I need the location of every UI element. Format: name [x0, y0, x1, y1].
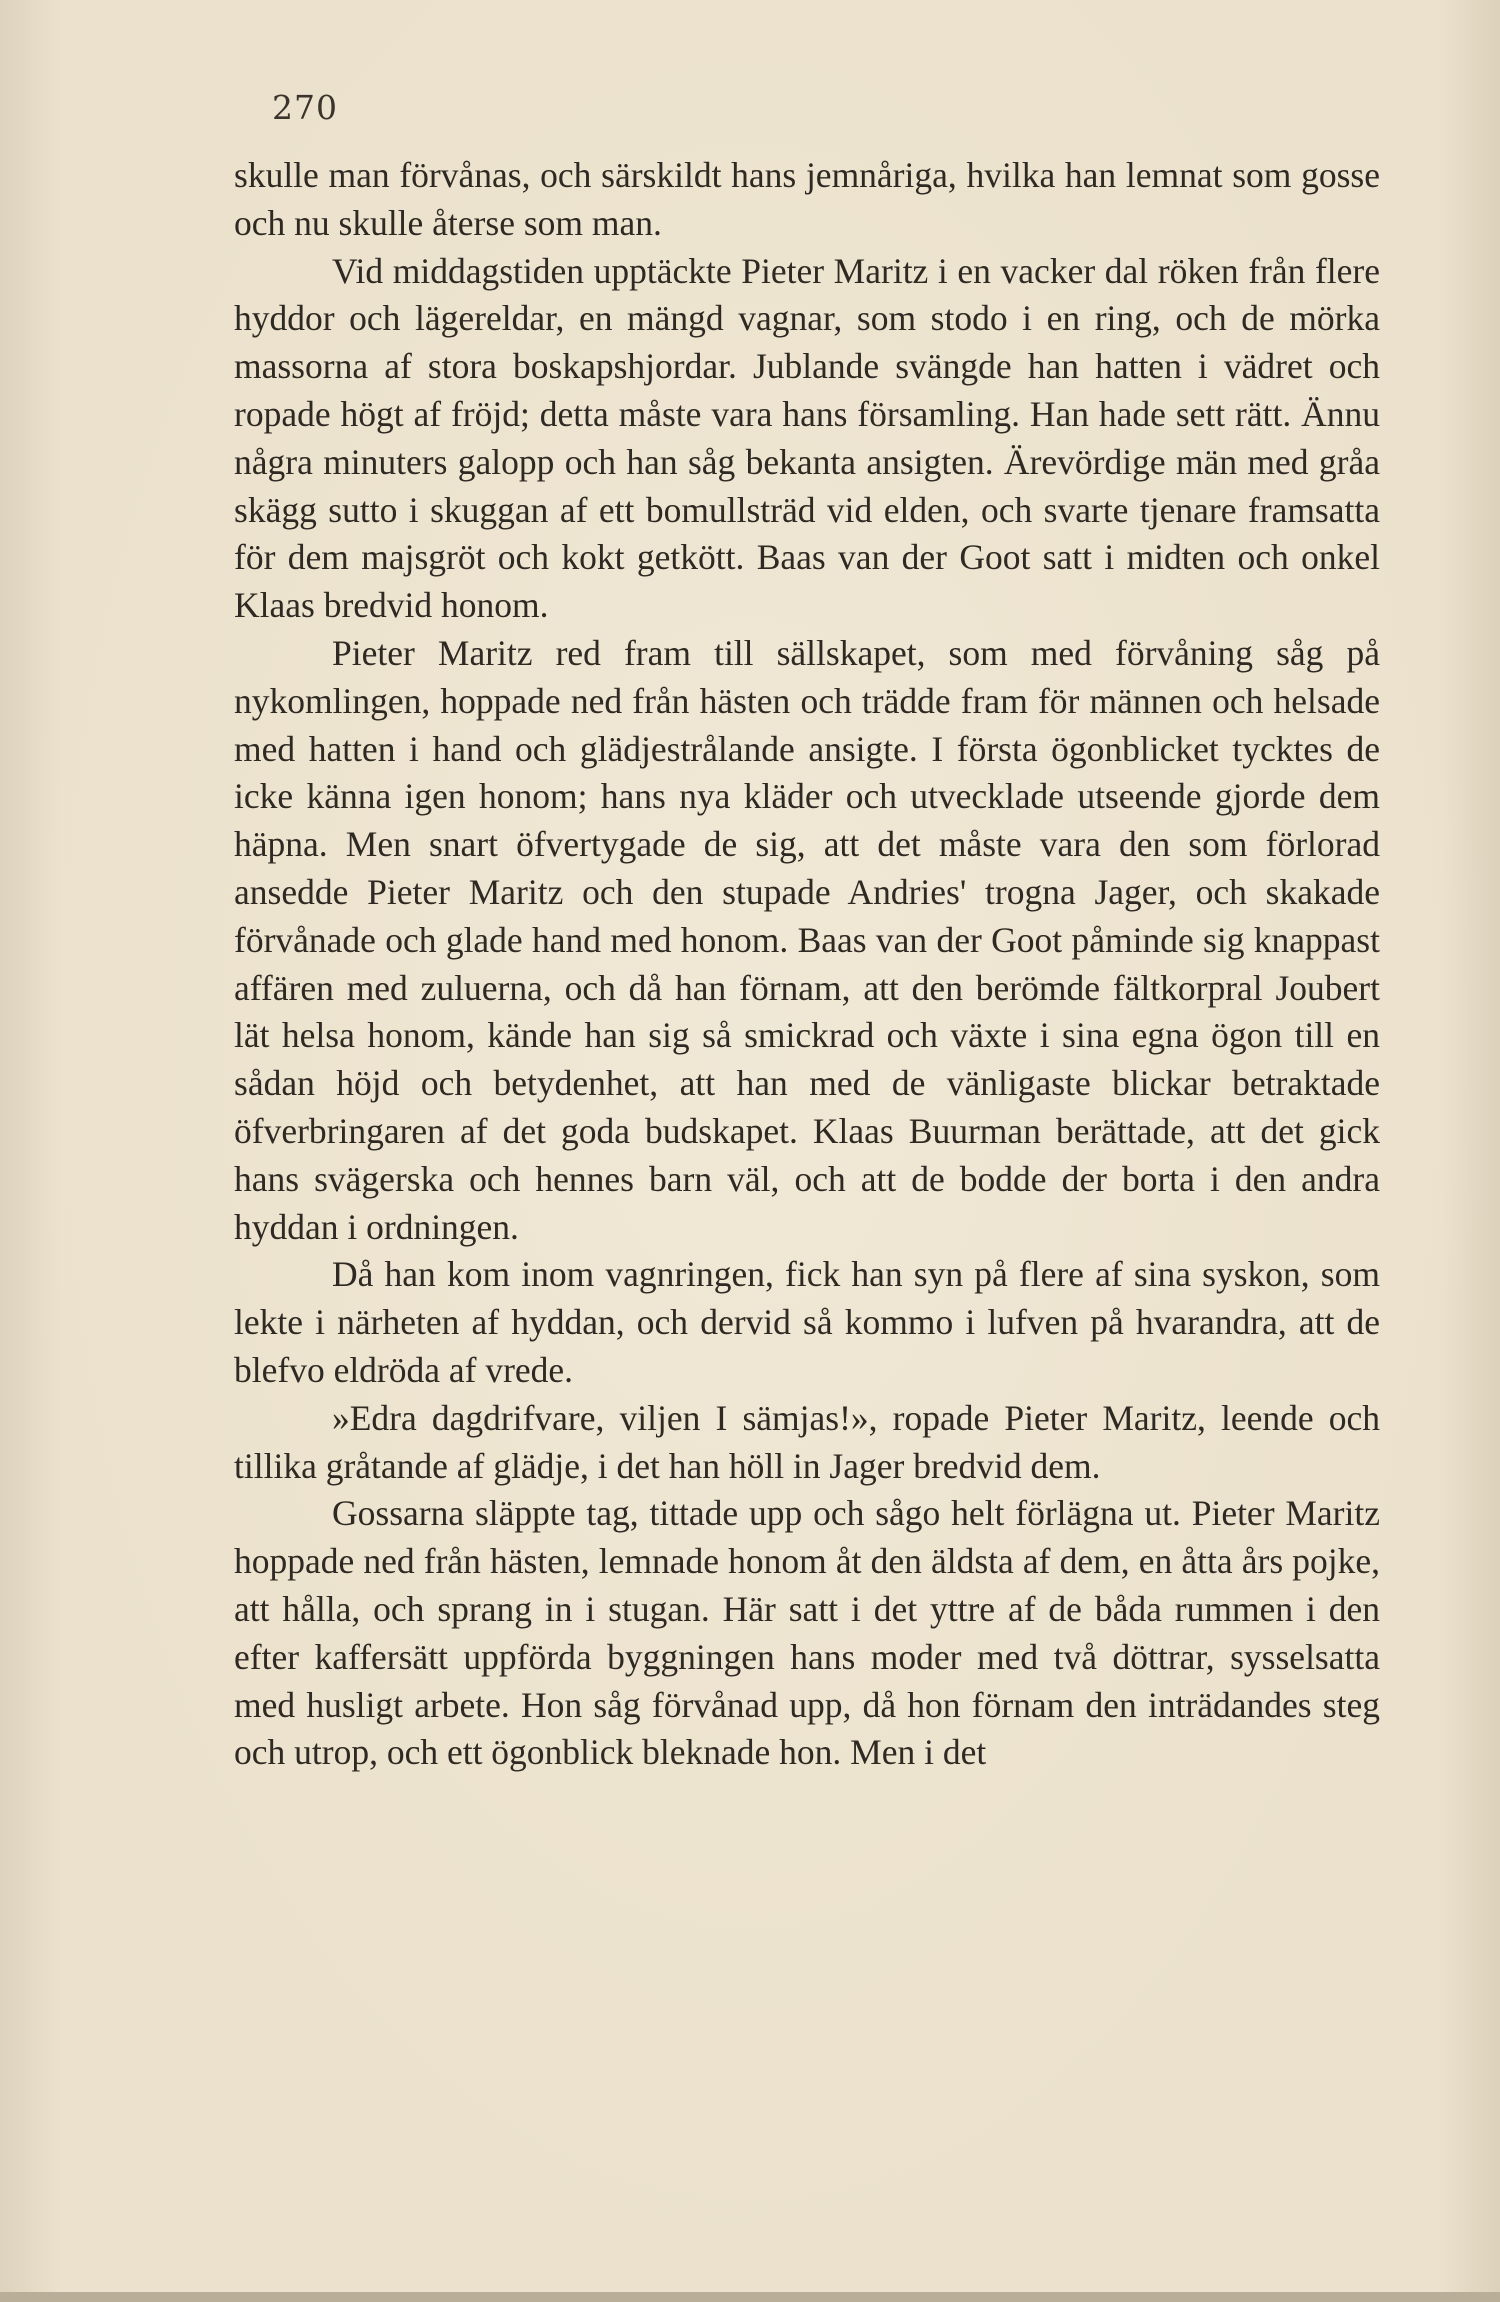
- page-bottom-edge: [0, 2292, 1500, 2302]
- paragraph-3: Pieter Maritz red fram till sällskapet, som med förvåning såg på nykomlingen, hoppade ned från hästen och trädde fram för männen och helsade med hatten i hand och glädjestrålande ansigte. I första ögonblicket tycktes de icke känna igen honom; hans nya kläder och utvecklade utseende gjorde dem häpna. Men snart öfvertygade de sig, att det måste vara den som förlorad ansedde Pieter Maritz och den stupade Andries' trogna Jager, och skakade förvånade och glade hand med honom. Baas van der Goot påminde sig knappast affären med zuluerna, och då han förnam, att den berömde fältkorpral Joubert lät helsa honom, kände han sig så smickrad och växte i sina egna ögon till en sådan höjd och betydenhet, att han med de vänligaste blickar betraktade öfverbringaren af det goda budskapet. Klaas Buurman berättade, att det gick hans svägerska och hennes barn väl, och att de bodde der borta i den andra hyddan i ordningen.: [234, 632, 1380, 1247]
- paragraph-6: Gossarna släppte tag, tittade upp och sågo helt förlägna ut. Pieter Maritz hoppade ned från hästen, lemnade honom åt den äldsta af dem, en åtta års pojke, att hålla, och sprang in i stugan. Här satt i det yttre af de båda rummen i den efter kaffersätt uppförda byggningen hans moder med två döttrar, sysselsatta med husligt arbete. Hon såg förvånad upp, då hon förnam den inträdandes steg och utrop, och ett ögonblick bleknade hon. Men i det: [234, 1493, 1380, 1773]
- paragraph-5: »Edra dagdrifvare, viljen I sämjas!», ropade Pieter Maritz, leende och tillika gråtande af glädje, i det han höll in Jager bredvid dem.: [234, 1397, 1380, 1486]
- body-text: [234, 152, 1380, 1777]
- page-number: 270: [272, 88, 338, 127]
- paragraph-4: Då han kom inom vagnringen, fick han syn på flere af sina syskon, som lekte i närheten af hyddan, och dervid så kommo i lufven på hvarandra, att de blefvo eldröda af vrede.: [234, 1254, 1380, 1390]
- paragraph-2: Vid middagstiden upptäckte Pieter Maritz i en vacker dal röken från flere hyddor och lägereldar, en mängd vagnar, som stodo i en ring, och de mörka massorna af stora boskapshjordar. Jublande svängde han hatten i vädret och ropade högt af fröjd; detta måste vara hans församling. Han hade sett rätt. Ännu några minuters galopp och han såg bekanta ansigten. Ärevördige män med gråa skägg sutto i skuggan af ett bomullsträd vid elden, och svarte tjenare framsatta för dem majsgröt och kokt getkött. Baas van der Goot satt i midten och onkel Klaas bredvid honom.: [234, 250, 1380, 626]
- paragraph-1: skulle man förvånas, och särskildt hans jemnåriga, hvilka han lemnat som gosse och nu skulle återse som man.: [234, 155, 1380, 243]
